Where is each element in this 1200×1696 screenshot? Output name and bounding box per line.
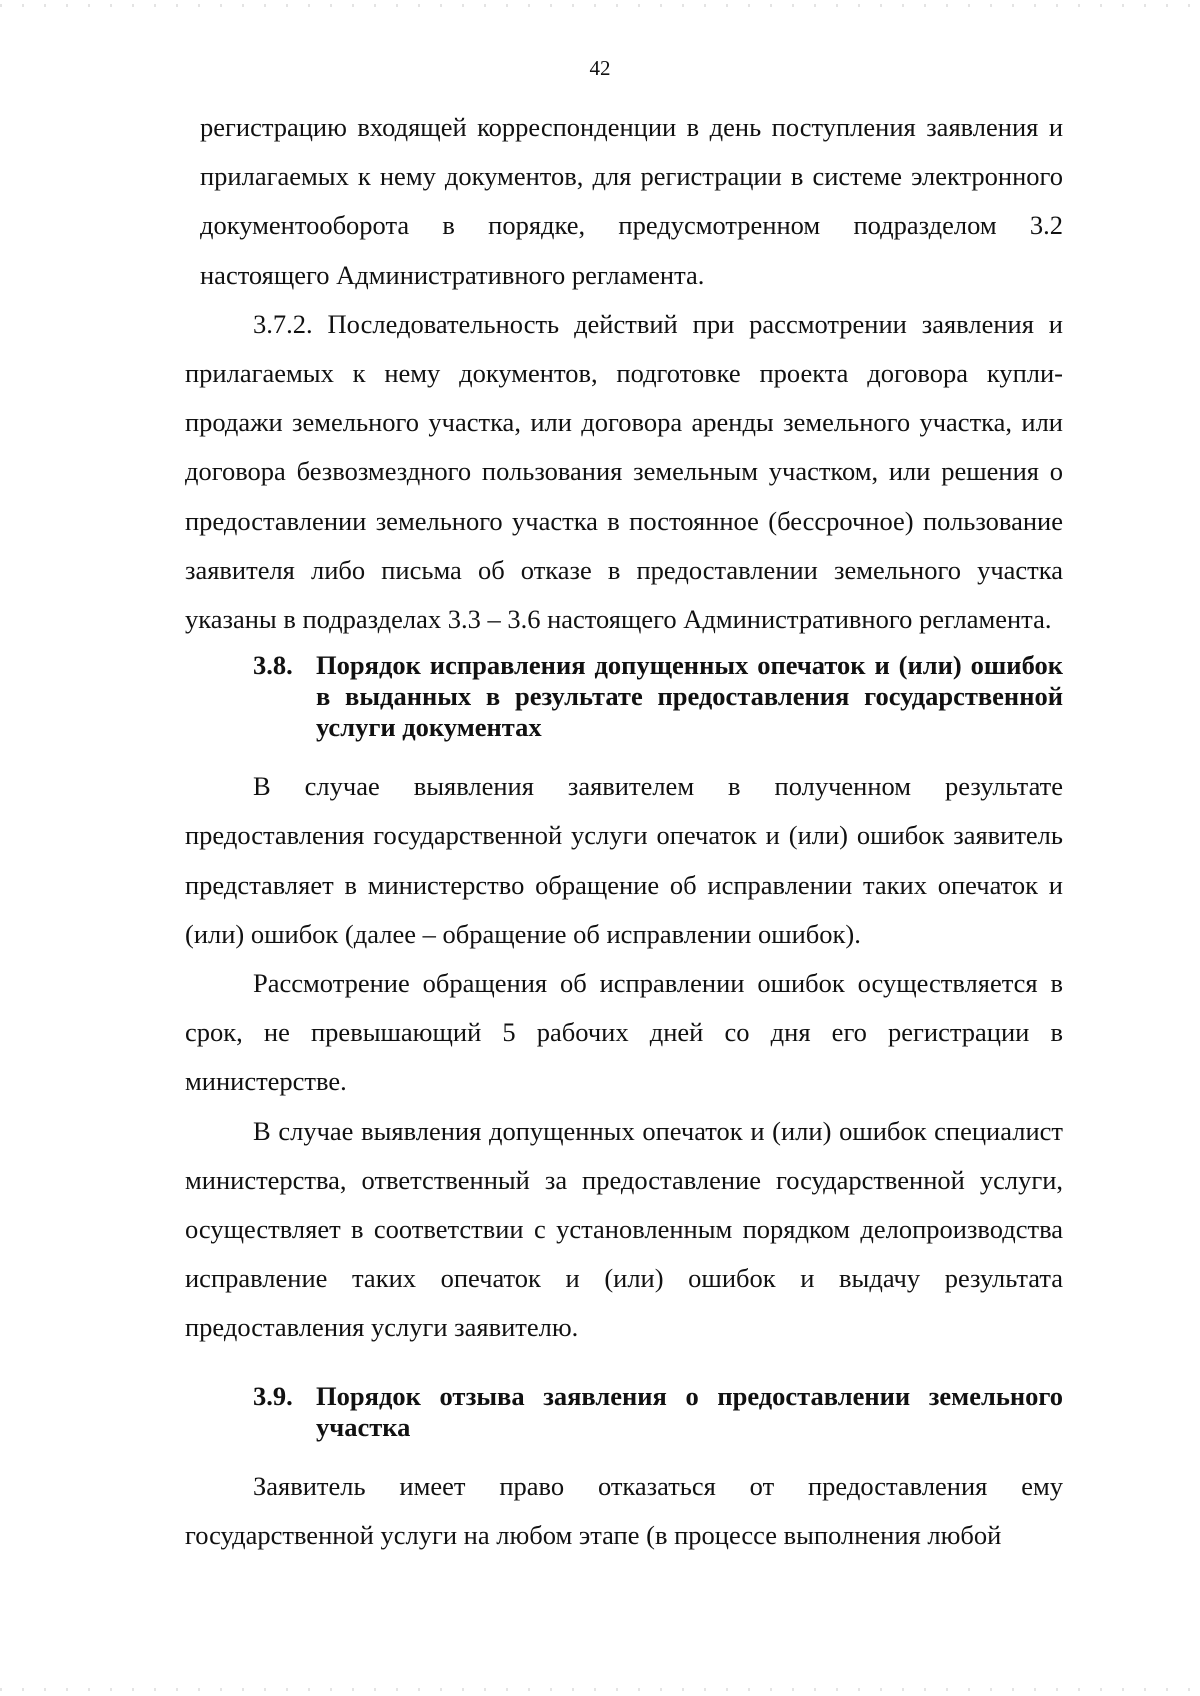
paragraph: В случае выявления допущенных опечаток и (или) ошибок специалист министерства, ответственный за предоставление государственной услуги, осуществляет в соответствии с установленным порядком делопроизводства исправление таких опечаток и (или) ошибок и выдачу результата предоставления услуги заявителю. [185, 1115, 1063, 1343]
paragraph-continued: регистрацию входящей корреспонденции в день поступления заявления и прилагаемых к нему документов, для регистрации в системе электронного документооборота в порядке, предусмотренном подразделом 3.2 настоящего Административного регламента. [200, 112, 1063, 290]
paragraph: Заявитель имеет право отказаться от предоставления ему государственной услуги на любом этапе (в процессе выполнения любой [185, 1470, 1063, 1550]
section-title: Порядок отзыва заявления о предоставлении земельного участка [316, 1380, 1063, 1442]
section-number: 3.9. [253, 1380, 293, 1411]
page-number: 42 [589, 56, 611, 80]
scan-edge-top [0, 4, 1200, 7]
document-body [185, 103, 1063, 1560]
scan-edge-bottom [0, 1688, 1200, 1691]
paragraph: Рассмотрение обращения об исправлении ошибок осуществляется в срок, не превышающий 5 рабочих дней со дня его регистрации в министерстве. [185, 968, 1063, 1097]
section-heading-3-8 [185, 650, 1063, 743]
section-heading-3-9 [185, 1381, 1063, 1443]
paragraph-3-7-2: 3.7.2. Последовательность действий при рассмотрении заявления и прилагаемых к нему документов, подготовке проекта договора купли-продажи земельного участка, или договора аренды земельного участка, или договора безвозмездного пользования земельным участком, или решения о предоставлении земельного участка в постоянное (бессрочное) пользование заявителя либо письма об отказе в предоставлении земельного участка указаны в подразделах 3.3 – 3.6 настоящего Административного регламента. [185, 308, 1063, 635]
section-number: 3.8. [253, 650, 293, 681]
section-title: Порядок исправления допущенных опечаток и (или) ошибок в выданных в результате предоставления государственной услуги документах [316, 650, 1063, 743]
paragraph: В случае выявления заявителем в полученном результате предоставления государственной услуги опечаток и (или) ошибок заявитель представляет в министерство обращение об исправлении таких опечаток и (или) ошибок (далее – обращение об исправлении ошибок). [185, 771, 1063, 949]
